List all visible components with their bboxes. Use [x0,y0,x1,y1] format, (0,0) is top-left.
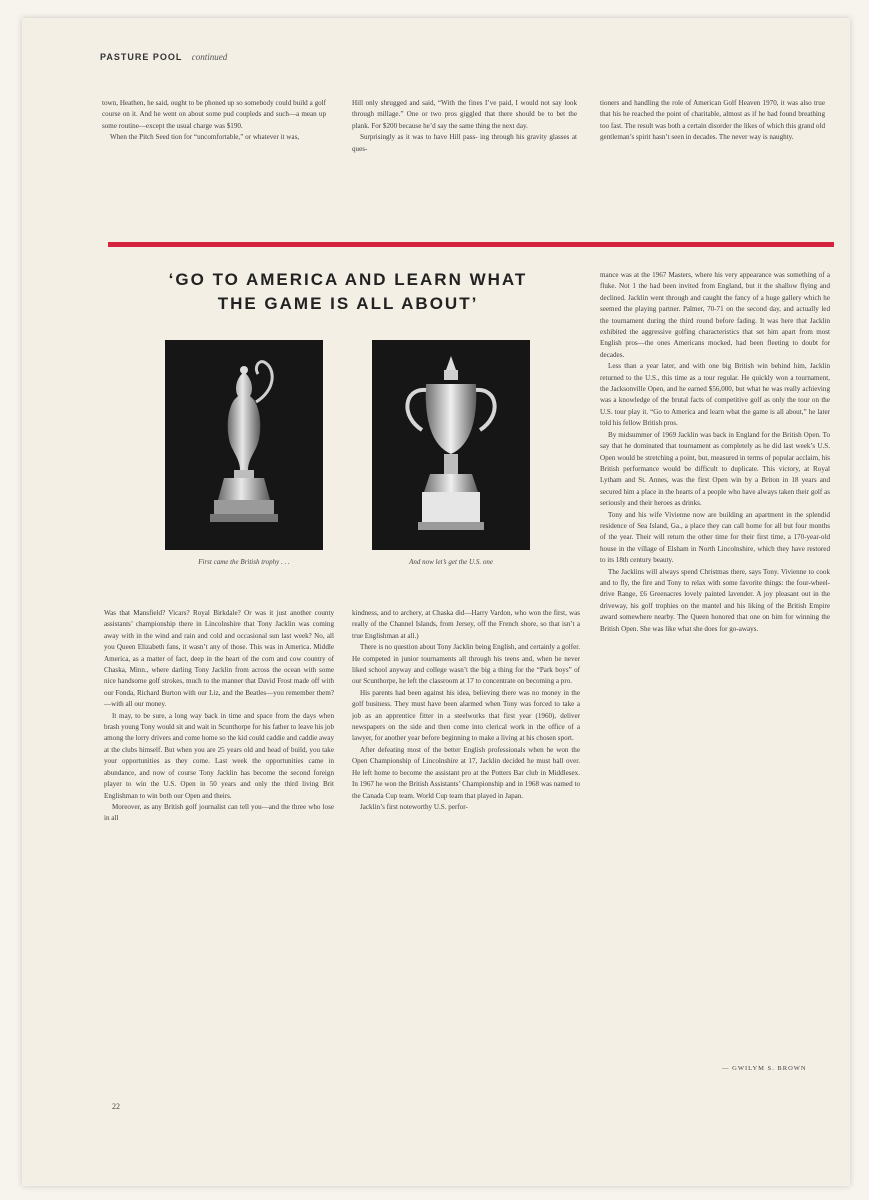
claret-jug-trophy-icon [184,350,304,540]
article-paragraph: By midsummer of 1969 Jacklin was back in England for the British Open. To say that he dominated that tournament as completely as he did last week’s U.S. Open would be stretching a point, but, measured in terms of popular acclaim, his British performance would be difficult to duplicate. This victory, at Royal Lytham and St. Annes, was the first Open win by a Briton in 18 years and secured him a place in the hearts of a people who have always taken their golf as seriously and their heroes as drinks. [600,430,830,508]
top-column-paragraph: Hill only shrugged and said, “With the fines I’ve paid, I would not say look through millage.” One or two pros giggled that there should be to bet the plank. For $200 because he’d say the same thing the next day. [352,99,577,130]
article-column-2 [352,608,580,1076]
article-paragraph: mance was at the 1967 Masters, where his very appearance was something of a fluke. Not 1 the had been invited from England, but it the shallow flying and declined. Jacklin went through and caught the fancy of a huge gallery which he seemed the playing partner. Palmer, 70-71 on the second day, and actually led the tournament during the third round before fading. It was here that Jacklin exhibited the aggressive golfing characteristics that set him apart from most English pros—the ones Americans mocked, had been fleeting to doubt for decades. [600,271,830,359]
article-paragraph: Tony and his wife Vivienne now are building an apartment in the splendid residence of Sea Island, Ga., a place they can call home for all but four months of the year. Their will return the other time for their first time, a 170-year-old house in the village of Elsham in North Lincolnshire, which they have restored to its 18th century beauty. [600,510,830,565]
page-number: 22 [112,1102,120,1111]
photo-us-trophy [372,340,530,550]
article-paragraph: Less than a year later, and with one big British win behind him, Jacklin returned to the U.S., this time as a tour regular. He quickly won a tournament, the Jacksonville Open, and he earned $56,000, but what he was really achieving was a knowledge of the brutal facts of competitive golf as only the tour on the U.S. tour play it. “Go to America and learn what the game is all about,” he later told his fellow British pros. [600,362,830,428]
article-paragraph: It may, to be sure, a long way back in time and space from the days when brash young Tony would sit and wait in Scunthorpe for his father to leave his job among the lorry drivers and come home so the kid could caddie and caddie away at the clubs himself. But when you are 25 years old and head of build, you take your opportunities as they come. Last week the opportunities came in abundance, and now of course Tony Jacklin has become the second foreign player to win the U.S. Open in 50 years and only the third living Brit Englishman to win both our Open and theirs. [104,711,334,800]
top-column-paragraph: Surprisingly as it was to have Hill pass- ing through his gravity glasses at ques- [352,133,577,153]
article-paragraph: There is no question about Tony Jacklin being English, and certainly a golfer. He competed in junior tournaments all through his teens and, when he never liked school anyway and college wasn’t the big a thing for the “Park boys” of our Scunthorpe, he left the classroom at 17 to concentrate on becoming a pro. [352,643,580,686]
photo-caption-us: And now let’s get the U.S. one [409,558,493,566]
article-column-3 [600,270,830,1070]
top-column-3 [600,98,825,246]
article-paragraph: Was that Mansfield? Vicars? Royal Birkdale? Or was it just another county assistants’ championship there in Lincolnshire that Tony Jacklin was coming away with in the wind and rain and cold and occasional sun last week? No, all you Queen Elizabeth fans, it wasn’t any of those. This was in America. Middle America, as a matter of fact, deep in the heart of the corn and cow country of Chaska, Minn., where darling Tony Jacklin from across the ocean with some nice handsome golf strokes, much to the manner that David Frost made off with our Fonda, Richard Burton with our Liz, and the Beatles—you remember them?—with all our money. [104,609,334,709]
article-paragraph: kindness, and to archery, at Chaska did—Harry Vardon, who won the first, was really of the Channel Islands, from Jersey, off the French shore, so that isn’t a true Englishman at all.) [352,609,580,640]
article-paragraph: Jacklin’s first noteworthy U.S. perfor- [360,802,468,811]
magazine-page [22,18,850,1186]
top-column-2 [352,98,577,246]
red-divider-rule [108,242,834,247]
running-head-section: PASTURE POOL [100,52,183,62]
running-head-continued: continued [191,52,228,62]
us-open-cup-trophy-icon [386,350,516,540]
article-paragraph: The Jacklins will always spend Christmas there, says Tony. Vivienne to cook and to fly, the fire and Tony to relax with some favorite things: the four-wheel-drive Range, £6 Greenacres lovely painted lavender. A joy pleasant out in the driveway, his golf trophies on the mantel and his liking of the British Empire award somewhere nearby. The Queen honored that one on him for winning the British Open. She was like what she does for go-aways. [600,567,830,633]
article-headline: ‘GO TO AMERICA AND LEARN WHAT THE GAME IS ALL ABOUT’ [168,270,528,313]
top-column-1 [102,98,326,246]
article-paragraph: Moreover, as any British golf journalist can tell you—and the three who lose in all [104,802,334,823]
top-column-paragraph: tioners and handling the role of American Golf Heaven 1970, it was also true that his he reached the point of charitable, almost as if he had found breathing too fast. The result was both a certain disorder the likes of which this grand old gentleman’s spirit hasn’t seen in decades. The never way is naughty. [600,99,825,142]
running-head [100,52,227,62]
article-paragraph: His parents had been against his idea, believing there was no money in the golf business. They must have been alarmed when Tony was forced to take a job as an apprentice fitter in a steelworks that first year (1960), deliver newspapers on the side and then come into clerical work in the office of a lawyer, for another year before beginning to make a living at his chosen sport. [352,688,580,743]
photo-caption-british: First came the British trophy . . . [198,558,290,566]
top-column-paragraph: When the Pitch Seed tion for “uncomfortable,” or whatever it was, [110,133,300,142]
author-signature: — GWILYM S. BROWN [722,1065,807,1072]
top-column-paragraph: town, Heathen, he said, ought to be phoned up so somebody could build a golf course on it. And he went on about some pud coupleds and such—a mean up some routine—except the usual charge was $190. [102,99,326,130]
photo-british-trophy [165,340,323,550]
article-column-1 [104,608,334,1076]
article-paragraph: After defeating most of the better English professionals when he won the Open Championship of Lincolnshire at 17, Jacklin decided he must ball over. He left home to become the assistant pro at the Potters Bar club in Middlesex. In 1967 he won the British Assistants’ Championship and in 1968 was named to the Canada Cup team. World Cup team that played in Japan. [352,745,580,800]
